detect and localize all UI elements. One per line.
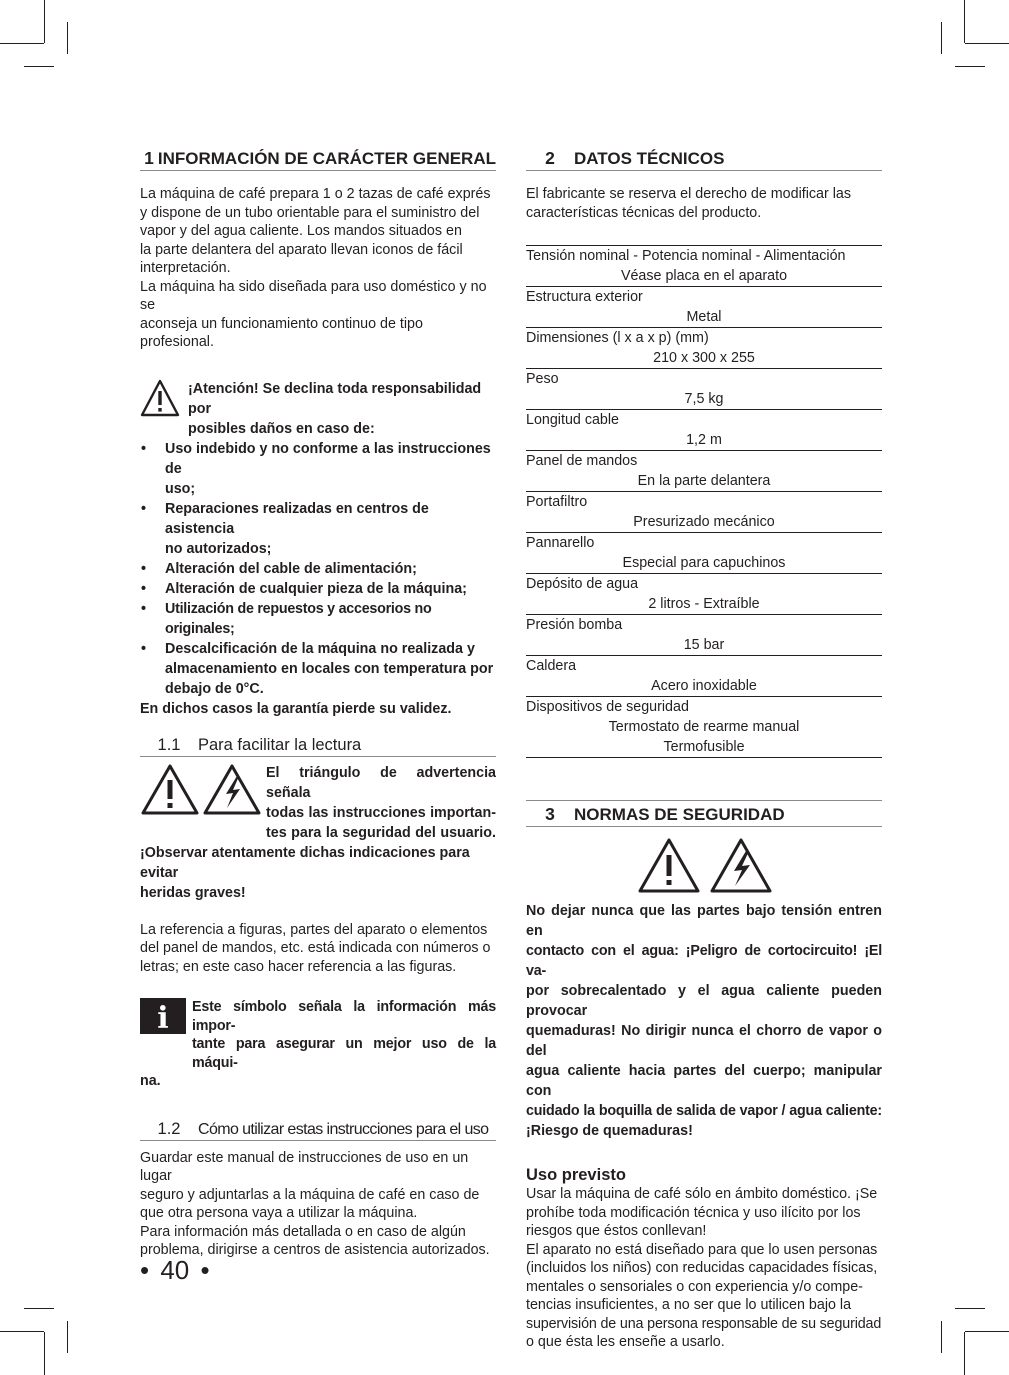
spec-label: Dimensiones (l x a x p) (mm) — [526, 330, 709, 346]
text-line: que otra persona vaya a utilizar la máquina. — [140, 1205, 418, 1221]
table-row — [526, 533, 882, 574]
section-2-heading — [526, 145, 882, 171]
spec-label: Peso — [526, 371, 559, 387]
crop-mark — [964, 1332, 965, 1375]
info-note — [140, 998, 496, 1091]
text-line: No dejar nunca que las partes bajo tensión entren en — [526, 903, 882, 939]
spec-label: Pannarello — [526, 535, 595, 551]
text-line: interpretación. — [140, 260, 231, 276]
text-line: Este símbolo señala la información más impor- — [192, 999, 496, 1034]
spec-label: Panel de mandos — [526, 453, 638, 469]
page-number-value: 40 — [160, 1255, 190, 1285]
list-item: • Descalcificación de la máquina no realizada y almacenamiento en locales con temperatura por debajo de 0°C. — [141, 640, 494, 697]
text-line: Usar la máquina de café sólo en ámbito doméstico. ¡Se — [526, 1186, 878, 1202]
reading-aid — [140, 763, 496, 903]
text-line: supervisión de una persona responsable de su seguridad — [526, 1315, 882, 1332]
safety-warning — [526, 901, 882, 1141]
figure-reference — [140, 921, 496, 977]
text-line: letras; en este caso hacer referencia a las figuras. — [140, 958, 457, 975]
table-row — [526, 451, 882, 492]
text-line: agua caliente hacia partes del cuerpo; manipular con — [526, 1063, 882, 1099]
crop-mark — [44, 0, 45, 43]
intended-use — [526, 1165, 882, 1352]
text-line: por sobrecalentado y el agua caliente pueden provocar — [526, 983, 882, 1019]
table-row — [526, 287, 882, 328]
text-line: (incluidos los niños) con reducidas capacidades físicas, — [526, 1260, 878, 1276]
right-column — [526, 145, 882, 1352]
section-title: INFORMACIÓN DE CARÁCTER GENERAL — [157, 149, 496, 168]
text-line: aconseja un funcionamiento continuo de tipo profesional. — [140, 315, 423, 350]
table-row — [526, 656, 882, 697]
text-line: seguro y adjuntarlas a la máquina de café en caso de — [140, 1186, 480, 1203]
section-title: NORMAS DE SEGURIDAD — [574, 805, 785, 824]
spec-label: Dispositivos de seguridad — [526, 699, 689, 715]
text-line: El fabricante se reserva el derecho de modificar las — [526, 186, 852, 202]
page-number — [140, 1255, 210, 1285]
specs-intro — [526, 185, 882, 222]
crop-mark — [0, 1331, 44, 1332]
svg-text:i: i — [157, 1001, 169, 1034]
text-line: ¡Riesgo de quemaduras! — [526, 1123, 693, 1139]
crop-mark — [965, 1331, 1009, 1332]
crop-mark — [941, 22, 942, 54]
bullet-decoration: • — [140, 1255, 150, 1285]
spec-value: En la parte delantera — [637, 473, 771, 489]
warning-triangle-icon — [140, 763, 202, 843]
crop-mark — [941, 1321, 942, 1353]
text-line: quemaduras! No dirigir nunca el chorro de vapor o del — [526, 1023, 882, 1059]
bullet-decoration: • — [200, 1255, 210, 1285]
text-line: ¡Observar atentamente dichas indicaciones para evitar — [140, 844, 470, 881]
spec-value: 15 bar — [683, 637, 725, 653]
spec-label: Estructura exterior — [526, 289, 643, 305]
table-row — [526, 246, 882, 287]
text-line: contacto con el agua: ¡Peligro de cortocircuito! ¡El va- — [526, 943, 882, 979]
usage-instructions — [140, 1149, 496, 1260]
warning-triangle-icon — [637, 837, 701, 893]
spec-value: Termostato de rearme manual — [608, 719, 800, 735]
liability-warning — [140, 379, 496, 719]
crop-mark — [67, 1321, 68, 1353]
text-line: La referencia a figuras, partes del aparato o elementos — [140, 921, 488, 938]
electric-hazard-icon — [709, 837, 773, 893]
section-number: 1.1 — [157, 735, 181, 754]
warranty-note: En dichos casos la garantía pierde su validez. — [140, 700, 452, 717]
spec-label: Presión bomba — [526, 617, 623, 633]
table-row — [526, 574, 882, 615]
section-3-heading — [526, 800, 882, 827]
crop-mark — [955, 1308, 985, 1309]
crop-mark — [24, 1308, 54, 1309]
intended-use-title: Uso previsto — [526, 1166, 626, 1184]
spec-label: Tensión nominal - Potencia nominal - Alimentación — [526, 248, 846, 264]
section-1-1-heading — [140, 731, 496, 757]
text-line: riesgos que éstos conllevan! — [526, 1223, 707, 1239]
section-title: Cómo utilizar estas instrucciones para el uso — [198, 1120, 489, 1138]
text-line: todas las instrucciones importan- — [266, 804, 496, 821]
section-number: 3 — [545, 804, 555, 824]
text-line: y dispone de un tubo orientable para el suministro del — [140, 204, 480, 221]
text-line: Para información más detallada o en caso de algún — [140, 1223, 466, 1240]
text-line: na. — [140, 1073, 161, 1089]
list-item: • Uso indebido y no conforme a las instrucciones de uso; — [141, 440, 491, 497]
spec-value: Termofusible — [663, 739, 745, 755]
spec-label: Depósito de agua — [526, 576, 639, 592]
table-row — [526, 369, 882, 410]
spec-value: Metal — [686, 309, 722, 325]
text-line: posibles daños en caso de: — [188, 420, 375, 437]
text-line: tencias insuficientes, a no ser que lo utilicen bajo la — [526, 1297, 852, 1313]
general-intro — [140, 185, 496, 352]
warning-triangle-icon — [140, 379, 188, 439]
specs-table — [526, 245, 882, 758]
list-item: • Alteración del cable de alimentación; — [141, 560, 417, 577]
section-1-heading — [140, 145, 496, 171]
table-row — [526, 410, 882, 451]
list-item: • Utilización de repuestos y accesorios no originales; — [141, 600, 432, 637]
table-row — [526, 328, 882, 369]
text-line: La máquina de café prepara 1 o 2 tazas de café exprés — [140, 186, 491, 202]
text-line: características técnicas del producto. — [526, 204, 762, 221]
section-1-2-heading — [140, 1115, 496, 1141]
text-line: del panel de mandos, etc. está indicada con números o — [140, 940, 491, 956]
text-line: prohíbe toda modificación técnica y uso ilícito por los — [526, 1204, 861, 1221]
electric-hazard-icon — [202, 763, 266, 843]
text-line: la parte delantera del aparato llevan iconos de fácil — [140, 241, 463, 258]
section-number: 1 — [144, 148, 154, 168]
info-icon — [140, 998, 192, 1072]
table-row — [526, 697, 882, 758]
text-line: o que ésta les enseñe a usarlo. — [526, 1334, 725, 1350]
crop-mark — [44, 1332, 45, 1375]
crop-mark — [24, 66, 54, 67]
text-line: cuidado la boquilla de salida de vapor / agua caliente: — [526, 1103, 882, 1119]
text-line: heridas graves! — [140, 884, 246, 901]
spec-label: Portafiltro — [526, 494, 588, 510]
text-line: Guardar este manual de instrucciones de uso en un lugar — [140, 1149, 469, 1184]
text-line: vapor y del agua caliente. Los mandos situados en — [140, 223, 462, 239]
list-item: • Reparaciones realizadas en centros de asistencia no autorizados; — [141, 500, 429, 557]
safety-icons — [526, 837, 882, 893]
spec-value: 210 x 300 x 255 — [653, 350, 755, 366]
spec-value: Acero inoxidable — [651, 678, 757, 694]
text-line: El triángulo de advertencia señala — [266, 764, 496, 801]
section-number: 2 — [545, 148, 555, 168]
table-row — [526, 492, 882, 533]
text-line: El aparato no está diseñado para que lo usen personas — [526, 1241, 878, 1258]
spec-label: Caldera — [526, 658, 577, 674]
table-row — [526, 615, 882, 656]
spec-value: 7,5 kg — [684, 391, 724, 407]
spec-value: 1,2 m — [686, 432, 722, 448]
text-line: tante para asegurar un mejor uso de la máqui- — [192, 1036, 496, 1071]
list-item: • Alteración de cualquier pieza de la máquina; — [141, 580, 467, 597]
section-title: Para facilitar la lectura — [198, 735, 362, 754]
spec-value: Presurizado mecánico — [633, 514, 775, 530]
crop-mark — [0, 43, 44, 44]
crop-mark — [964, 0, 965, 43]
text-line: ¡Atención! Se declina toda responsabilidad por — [188, 380, 482, 417]
section-title: DATOS TÉCNICOS — [574, 149, 725, 168]
spec-value: 2 litros - Extraíble — [648, 596, 760, 612]
left-column — [140, 145, 496, 1260]
spec-label: Longitud cable — [526, 412, 620, 428]
text-line: problema, dirigirse a centros de asistencia autorizados. — [140, 1242, 490, 1258]
crop-mark — [965, 43, 1009, 44]
text-line: La máquina ha sido diseñada para uso doméstico y no se — [140, 278, 487, 313]
spec-value: Especial para capuchinos — [622, 555, 786, 571]
spec-value: Véase placa en el aparato — [620, 268, 788, 284]
crop-mark — [955, 66, 985, 67]
section-number: 1.2 — [157, 1119, 181, 1138]
text-line: mentales o sensoriales o con experiencia y/o compe- — [526, 1278, 863, 1295]
crop-mark — [67, 22, 68, 54]
text-line: tes para la seguridad del usuario. — [266, 824, 496, 841]
